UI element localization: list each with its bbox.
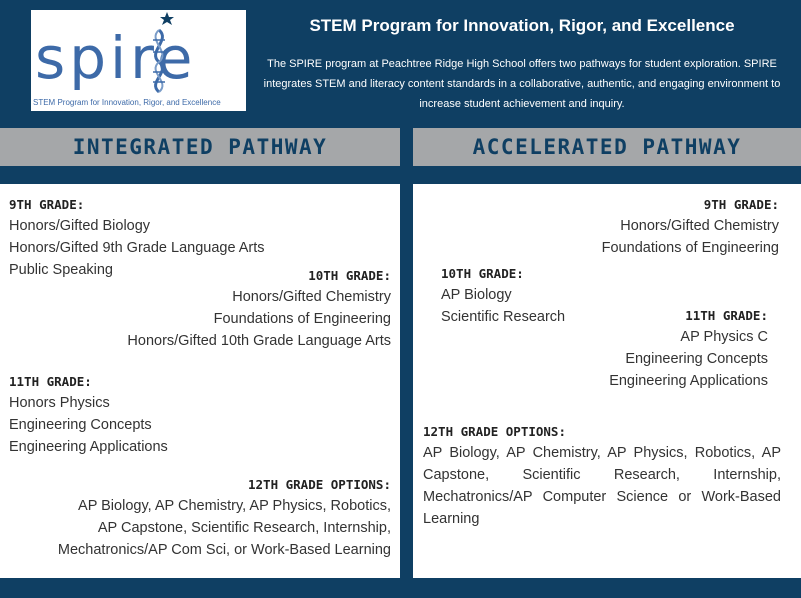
grade-heading: 11TH GRADE: bbox=[9, 374, 92, 389]
grade-heading: 12TH GRADE OPTIONS: bbox=[248, 477, 391, 492]
accelerated-grade10 bbox=[441, 264, 565, 328]
course-item: Foundations of Engineering bbox=[601, 240, 779, 256]
grade-heading: 12TH GRADE OPTIONS: bbox=[423, 424, 566, 439]
accelerated-pathway-title: ACCELERATED PATHWAY bbox=[413, 128, 801, 166]
accelerated-grade12 bbox=[423, 422, 781, 530]
integrated-pathway-panel bbox=[0, 184, 400, 578]
grade-heading: 10TH GRADE: bbox=[441, 266, 524, 281]
course-item: Engineering Concepts bbox=[9, 417, 152, 433]
course-item: Honors/Gifted Chemistry bbox=[232, 289, 391, 305]
course-line: AP Biology, AP Chemistry, AP Physics, Robotics, bbox=[78, 498, 391, 514]
logo-wordmark: spire bbox=[35, 24, 197, 92]
program-description: The SPIRE program at Peachtree Ridge High School offers two pathways for student exploration. SPIRE integrates STEM and literacy content standards in a collaborative, authentic, and engaging environment to increase student achievement and inquiry. bbox=[263, 58, 781, 110]
logo-tagline: STEM Program for Innovation, Rigor, and Excellence bbox=[33, 98, 221, 107]
accelerated-grade9 bbox=[602, 195, 779, 259]
grade-heading: 11TH GRADE: bbox=[685, 308, 768, 323]
course-line: Mechatronics/AP Com Sci, or Work-Based Learning bbox=[57, 542, 391, 558]
course-item: Honors Physics bbox=[9, 395, 110, 411]
grade-heading: 9TH GRADE: bbox=[9, 197, 85, 212]
course-item: Honors/Gifted Biology bbox=[9, 218, 151, 234]
course-item: Honors/Gifted 9th Grade Language Arts bbox=[9, 240, 265, 256]
dna-helix-icon bbox=[139, 10, 179, 95]
grade-heading: 10TH GRADE: bbox=[308, 268, 391, 283]
course-item: Scientific Research bbox=[441, 309, 566, 325]
spire-logo bbox=[31, 10, 246, 111]
course-item: Foundations of Engineering bbox=[213, 311, 391, 327]
grade-heading: 9TH GRADE: bbox=[703, 197, 779, 212]
course-options-text: AP Biology, AP Chemistry, AP Physics, Robotics, AP Capstone, Scientific Research, Internship, Mechatronics/AP Computer Science or Work-Based Learning bbox=[423, 445, 781, 527]
course-item: Engineering Applications bbox=[9, 439, 168, 455]
accelerated-pathway-panel bbox=[413, 184, 801, 578]
accelerated-grade11 bbox=[609, 306, 768, 392]
course-item: Honors/Gifted 10th Grade Language Arts bbox=[127, 333, 391, 349]
course-item: Engineering Applications bbox=[609, 373, 768, 389]
course-item: AP Physics C bbox=[680, 329, 768, 345]
integrated-grade12 bbox=[58, 475, 391, 561]
course-item: Engineering Concepts bbox=[625, 351, 768, 367]
page-title: STEM Program for Innovation, Rigor, and Excellence bbox=[309, 16, 735, 35]
integrated-grade10 bbox=[127, 266, 391, 352]
course-item: AP Biology bbox=[441, 287, 512, 303]
course-item: Public Speaking bbox=[9, 262, 113, 278]
integrated-grade11 bbox=[9, 372, 168, 458]
course-line: AP Capstone, Scientific Research, Internship, bbox=[97, 520, 391, 536]
course-item: Honors/Gifted Chemistry bbox=[620, 218, 779, 234]
integrated-pathway-title: INTEGRATED PATHWAY bbox=[0, 128, 400, 166]
